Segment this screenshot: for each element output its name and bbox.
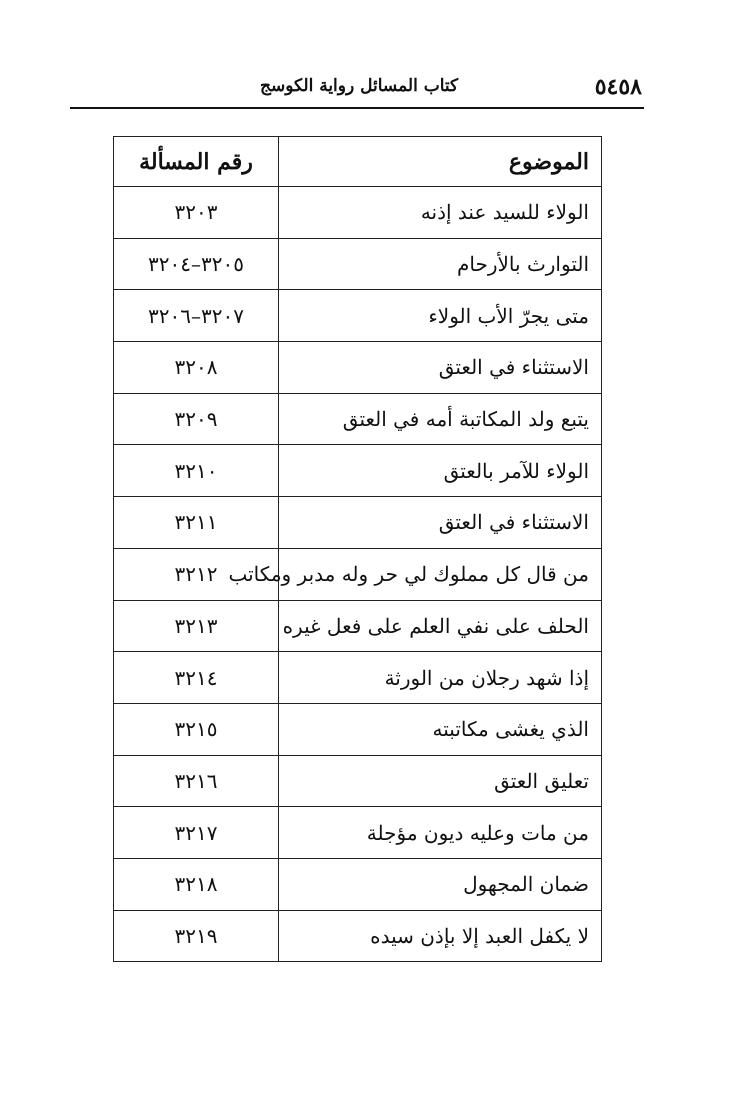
issue-number-cell: ٣٢١٦ bbox=[114, 755, 279, 807]
issue-number-cell: ٣٢١٠ bbox=[114, 445, 279, 497]
issue-number-cell: ٣٢١٣ bbox=[114, 600, 279, 652]
subject-cell: الذي يغشى مكاتبته bbox=[279, 703, 602, 755]
issue-number-cell: ٣٢٠٧–٣٢٠٦ bbox=[114, 290, 279, 342]
table-row bbox=[114, 600, 602, 652]
table-row bbox=[114, 290, 602, 342]
table-row bbox=[114, 910, 602, 962]
table-row bbox=[114, 703, 602, 755]
header-rule bbox=[70, 107, 644, 109]
issue-number-cell: ٣٢١١ bbox=[114, 497, 279, 549]
subject-cell: الاستثناء في العتق bbox=[279, 342, 602, 394]
issue-number-cell: ٣٢٠٥–٣٢٠٤ bbox=[114, 238, 279, 290]
table-row bbox=[114, 652, 602, 704]
subject-cell: من مات وعليه ديون مؤجلة bbox=[279, 807, 602, 859]
index-table bbox=[113, 136, 602, 962]
subject-cell: يتبع ولد المكاتبة أمه في العتق bbox=[279, 393, 602, 445]
subject-cell: لا يكفل العبد إلا بإذن سيده bbox=[279, 910, 602, 962]
table-row bbox=[114, 187, 602, 239]
issue-number-cell: ٣٢١٤ bbox=[114, 652, 279, 704]
issue-number-cell: ٣٢٠٨ bbox=[114, 342, 279, 394]
subject-cell: إذا شهد رجلان من الورثة bbox=[279, 652, 602, 704]
page-number: ٥٤٥٨ bbox=[594, 74, 642, 100]
issue-number-cell: ٣٢١٥ bbox=[114, 703, 279, 755]
subject-cell: متى يجرّ الأب الولاء bbox=[279, 290, 602, 342]
subject-cell: تعليق العتق bbox=[279, 755, 602, 807]
number-column-header: رقم المسألة bbox=[114, 137, 279, 187]
issue-number-cell: ٣٢١٨ bbox=[114, 858, 279, 910]
table-row bbox=[114, 807, 602, 859]
subject-column-header: الموضوع bbox=[279, 137, 602, 187]
issue-number-cell: ٣٢١٢ bbox=[114, 548, 279, 600]
table-body bbox=[114, 187, 602, 962]
table-row bbox=[114, 393, 602, 445]
table-row bbox=[114, 548, 602, 600]
subject-cell: الاستثناء في العتق bbox=[279, 497, 602, 549]
page-header bbox=[70, 70, 644, 104]
subject-cell: الولاء للسيد عند إذنه bbox=[279, 187, 602, 239]
issue-number-cell: ٣٢٠٩ bbox=[114, 393, 279, 445]
subject-cell: الولاء للآمر بالعتق bbox=[279, 445, 602, 497]
table-row bbox=[114, 755, 602, 807]
subject-cell: ضمان المجهول bbox=[279, 858, 602, 910]
table-row bbox=[114, 342, 602, 394]
table-row bbox=[114, 858, 602, 910]
subject-cell: الحلف على نفي العلم على فعل غيره bbox=[279, 600, 602, 652]
table-row bbox=[114, 497, 602, 549]
issue-number-cell: ٣٢١٧ bbox=[114, 807, 279, 859]
table-row bbox=[114, 238, 602, 290]
table-header-row bbox=[114, 137, 602, 187]
issue-number-cell: ٣٢١٩ bbox=[114, 910, 279, 962]
subject-cell: من قال كل مملوك لي حر وله مدبر ومكاتب bbox=[279, 548, 602, 600]
issue-number-cell: ٣٢٠٣ bbox=[114, 187, 279, 239]
table-row bbox=[114, 445, 602, 497]
book-title: كتاب المسائل رواية الكوسج bbox=[260, 76, 459, 96]
subject-cell: التوارث بالأرحام bbox=[279, 238, 602, 290]
